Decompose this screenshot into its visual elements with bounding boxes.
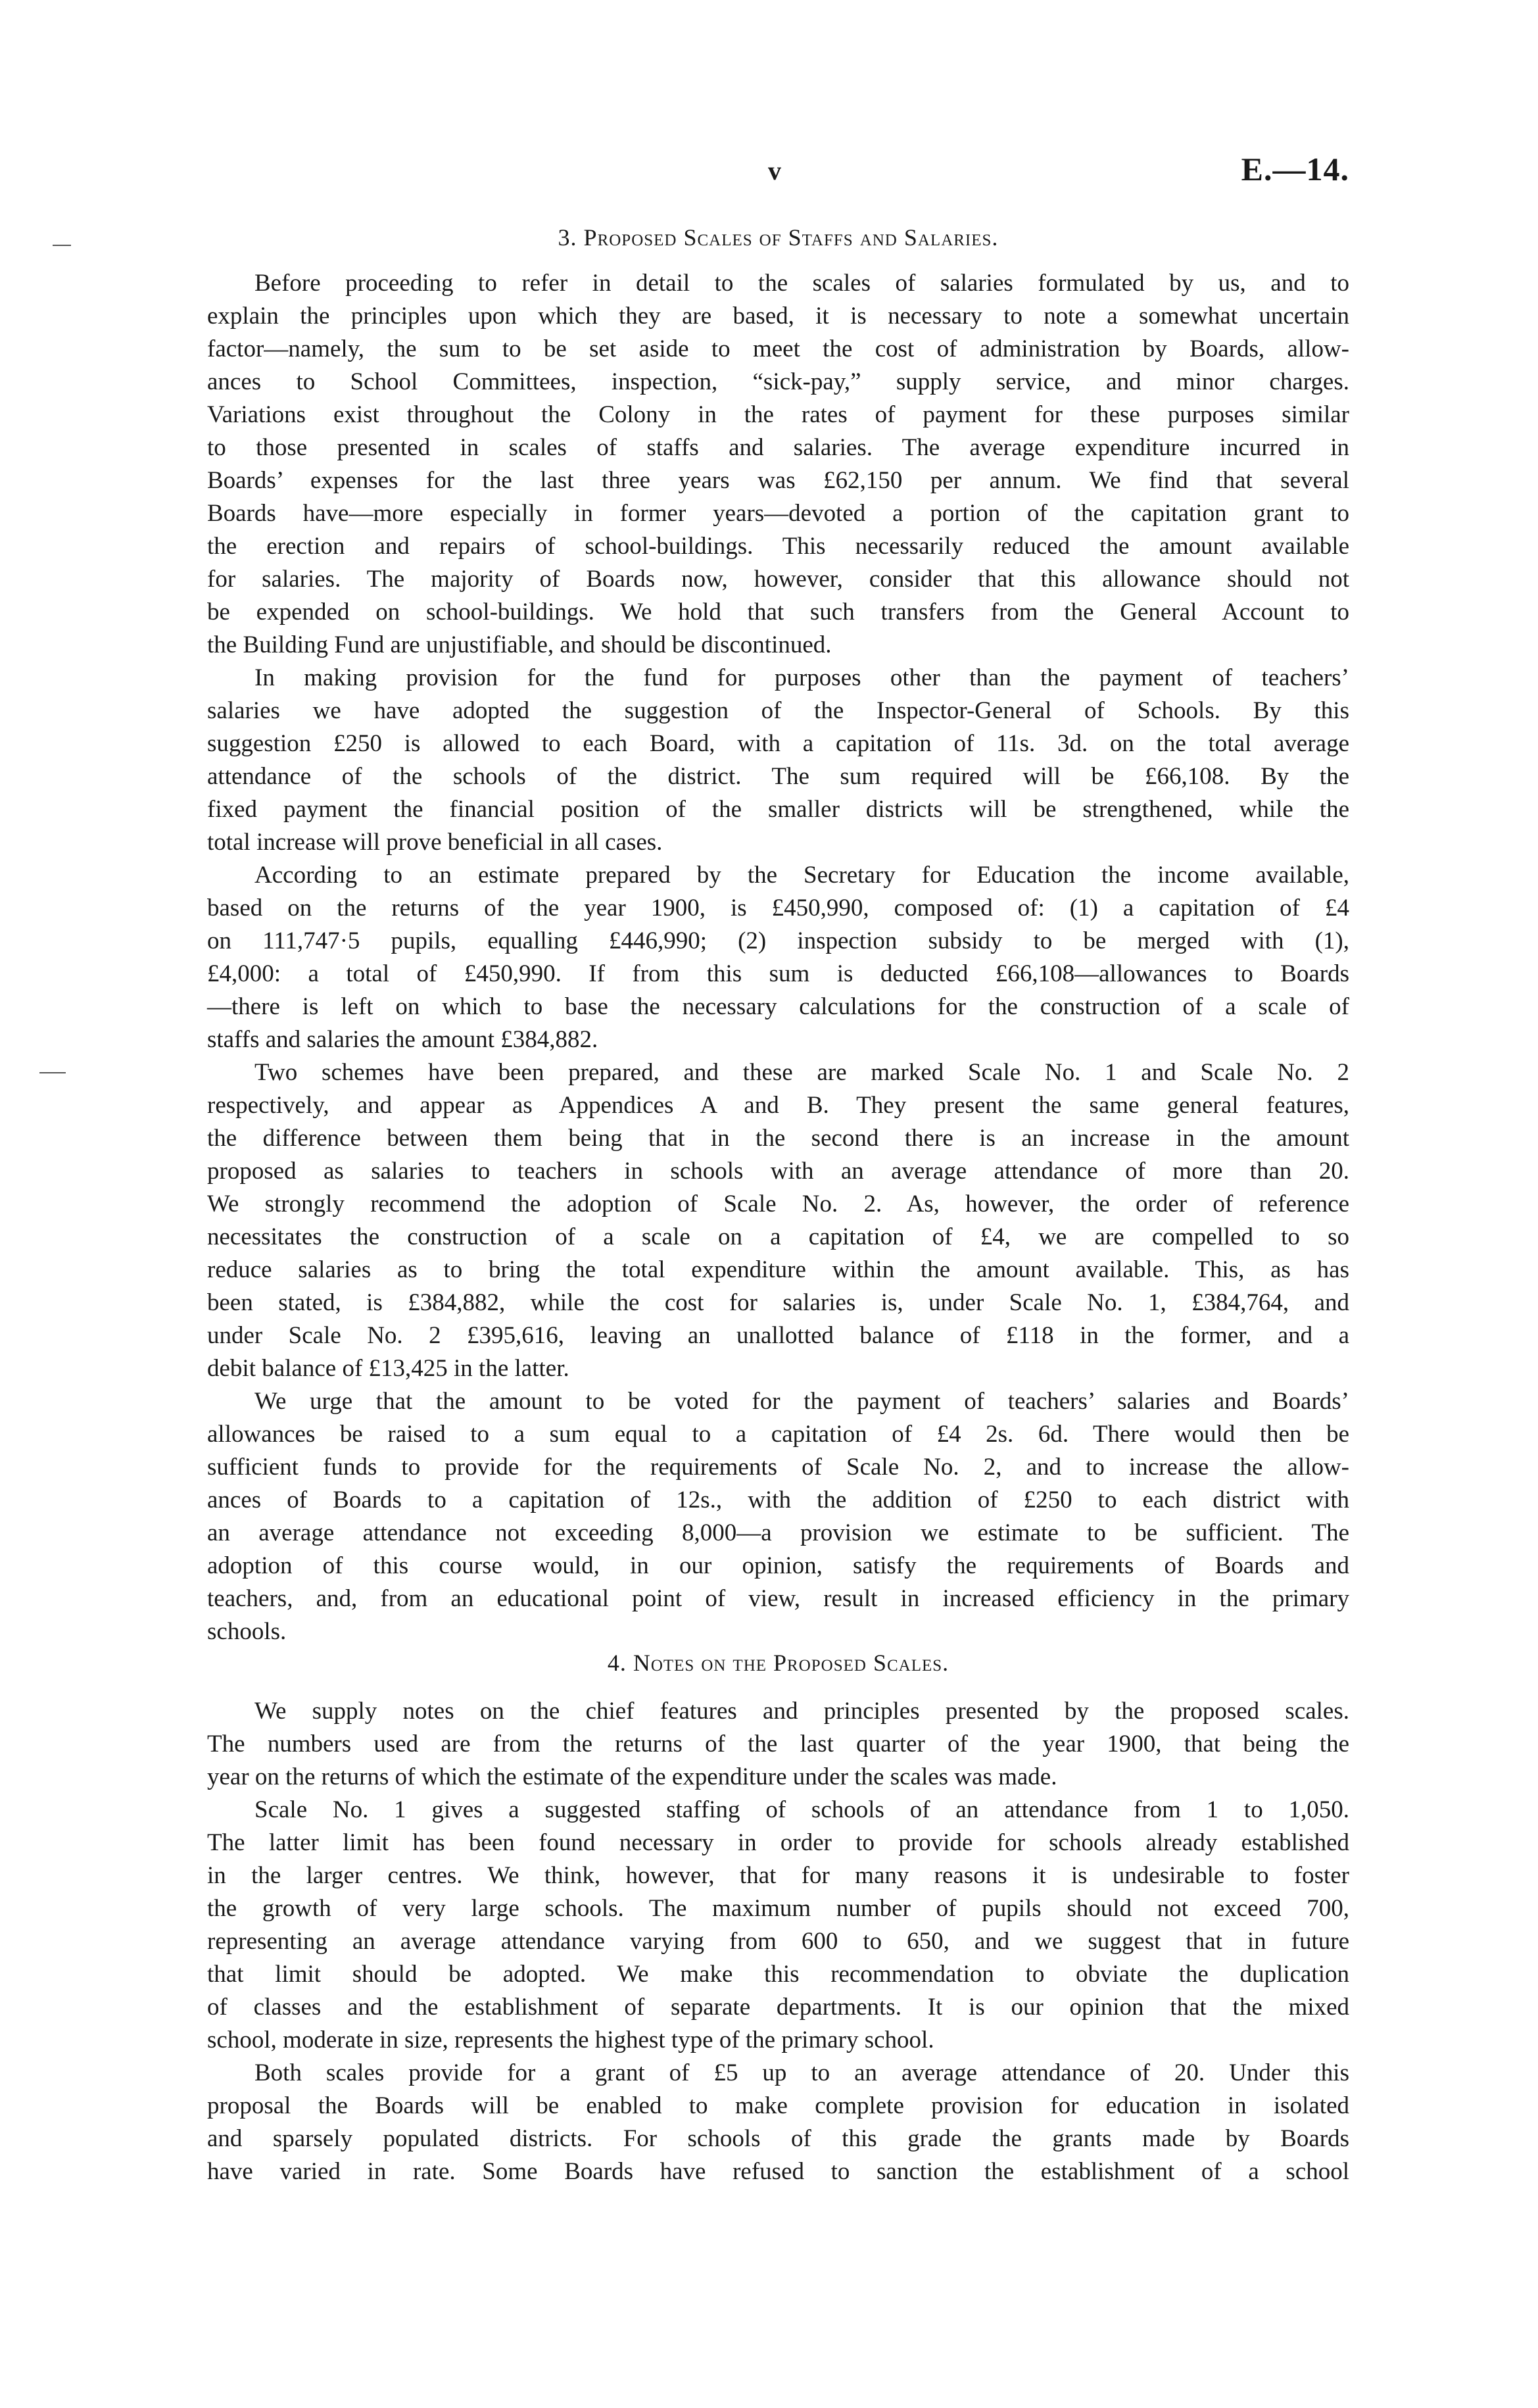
paragraph [207,1385,1349,1648]
text-line: and sparsely populated districts. For schools of this grade the grants made by Boards [207,2125,1349,2152]
text-line: attendance of the schools of the district. The sum required will be £66,108. By the [207,763,1349,790]
text-line: ances of Boards to a capitation of 12s., with the addition of £250 to each district with [207,1487,1349,1513]
text-line: allowances be raised to a sum equal to a capitation of £4 2s. 6d. There would then be [207,1421,1349,1448]
text-line: Variations exist throughout the Colony in the rates of payment for these purposes similar [207,401,1349,428]
text-line: that limit should be adopted. We make this recommendation to obviate the duplication [207,1961,1349,1988]
text-line: We supply notes on the chief features and principles presented by the proposed scales. [254,1698,1349,1725]
text-line: The numbers used are from the returns of the last quarter of the year 1900, that being the [207,1731,1349,1757]
text-line: reduce salaries as to bring the total expenditure within the amount available. This, as has [207,1256,1349,1283]
text-line: debit balance of £13,425 in the latter. [207,1355,569,1382]
text-line: of classes and the establishment of separate departments. It is our opinion that the mixed [207,1994,1349,2021]
text-line: explain the principles upon which they are based, it is necessary to note a somewhat uncertain [207,303,1349,330]
text-line: —there is left on which to base the necessary calculations for the construction of a scale of [207,993,1349,1020]
section-3-body [207,267,1349,1648]
text-line: based on the returns of the year 1900, is £450,990, composed of: (1) a capitation of £4 [207,895,1349,921]
margin-mark [39,1072,66,1073]
text-line: to those presented in scales of staffs and salaries. The average expenditure incurred in [207,434,1349,461]
text-line: the Building Fund are unjustifiable, and should be discontinued. [207,631,832,658]
text-line: an average attendance not exceeding 8,000—a provision we estimate to be sufficient. The [207,1519,1349,1546]
text-line: be expended on school-buildings. We hold that such transfers from the General Account to [207,599,1349,626]
text-line: for salaries. The majority of Boards now, however, consider that this allowance should not [207,566,1349,593]
text-line: in the larger centres. We think, however, that for many reasons it is undesirable to foster [207,1862,1349,1889]
text-line: have varied in rate. Some Boards have refused to sanction the establishment of a school [207,2158,1349,2185]
section-heading-4: 4. Notes on the Proposed Scales. [607,1650,949,1676]
paragraph [207,662,1349,859]
text-line: representing an average attendance varying from 600 to 650, and we suggest that in future [207,1928,1349,1955]
text-line: on 111,747·5 pupils, equalling £446,990; (2) inspection subsidy to be merged with (1), [207,927,1349,954]
text-line: According to an estimate prepared by the Secretary for Education the income available, [254,862,1349,889]
document-reference: E.—14. [1241,151,1349,187]
text-line: the difference between them being that in the second there is an increase in the amount [207,1125,1349,1152]
text-line: proposed as salaries to teachers in schools with an average attendance of more than 20. [207,1158,1349,1185]
text-line: We strongly recommend the adoption of Scale No. 2. As, however, the order of reference [207,1191,1349,1217]
section-4-body [207,1695,1349,2188]
text-line: suggestion £250 is allowed to each Board, with a capitation of 11s. 3d. on the total average [207,730,1349,757]
text-line: ances to School Committees, inspection, “sick-pay,” supply service, and minor charges. [207,368,1349,395]
page-number: v [768,156,781,185]
paragraph [207,859,1349,1056]
text-line: Before proceeding to refer in detail to the scales of salaries formulated by us, and to [254,270,1349,297]
text-line: schools. [207,1618,287,1645]
text-line: The latter limit has been found necessary in order to provide for schools already established [207,1829,1349,1856]
text-line: teachers, and, from an educational point of view, result in increased efficiency in the primary [207,1585,1349,1612]
text-line: Both scales provide for a grant of £5 up to an average attendance of 20. Under this [254,2059,1349,2086]
text-line: the growth of very large schools. The maximum number of pupils should not exceed 700, [207,1895,1349,1922]
text-line: factor—namely, the sum to be set aside to meet the cost of administration by Boards, allow- [207,335,1349,362]
text-line: school, moderate in size, represents the highest type of the primary school. [207,2027,934,2053]
text-line: been stated, is £384,882, while the cost for salaries is, under Scale No. 1, £384,764, and [207,1289,1349,1316]
paragraph [207,1695,1349,1794]
text-line: Scale No. 1 gives a suggested staffing of schools of an attendance from 1 to 1,050. [254,1796,1349,1823]
text-line: Two schemes have been prepared, and these are marked Scale No. 1 and Scale No. 2 [254,1059,1349,1086]
text-line: salaries we have adopted the suggestion of the Inspector-General of Schools. By this [207,697,1349,724]
text-line: We urge that the amount to be voted for the payment of teachers’ salaries and Boards’ [254,1388,1349,1415]
text-line: proposal the Boards will be enabled to make complete provision for education in isolated [207,2092,1349,2119]
text-line: necessitates the construction of a scale on a capitation of £4, we are compelled to so [207,1223,1349,1250]
text-line: Boards have—more especially in former years—devoted a portion of the capitation grant to [207,500,1349,527]
margin-mark [53,245,71,246]
text-line: under Scale No. 2 £395,616, leaving an unallotted balance of £118 in the former, and a [207,1322,1349,1349]
text-line: In making provision for the fund for purposes other than the payment of teachers’ [254,664,1349,691]
paragraph [207,2057,1349,2188]
paragraph [207,1794,1349,2057]
section-heading-3: 3. Proposed Scales of Staffs and Salaries. [558,224,999,251]
paragraph [207,1056,1349,1385]
text-line: total increase will prove beneficial in all cases. [207,829,663,856]
text-line: the erection and repairs of school-buildings. This necessarily reduced the amount available [207,533,1349,560]
text-line: fixed payment the financial position of the smaller districts will be strengthened, while the [207,796,1349,823]
text-line: adoption of this course would, in our opinion, satisfy the requirements of Boards and [207,1552,1349,1579]
text-line: year on the returns of which the estimate of the expenditure under the scales was made. [207,1763,1057,1790]
text-line: Boards’ expenses for the last three years was £62,150 per annum. We find that several [207,467,1349,494]
text-line: respectively, and appear as Appendices A and B. They present the same general features, [207,1092,1349,1119]
paragraph [207,267,1349,662]
text-line: £4,000: a total of £450,990. If from this sum is deducted £66,108—allowances to Boards [207,960,1349,987]
text-line: staffs and salaries the amount £384,882. [207,1026,598,1053]
text-line: sufficient funds to provide for the requirements of Scale No. 2, and to increase the allow- [207,1454,1349,1481]
